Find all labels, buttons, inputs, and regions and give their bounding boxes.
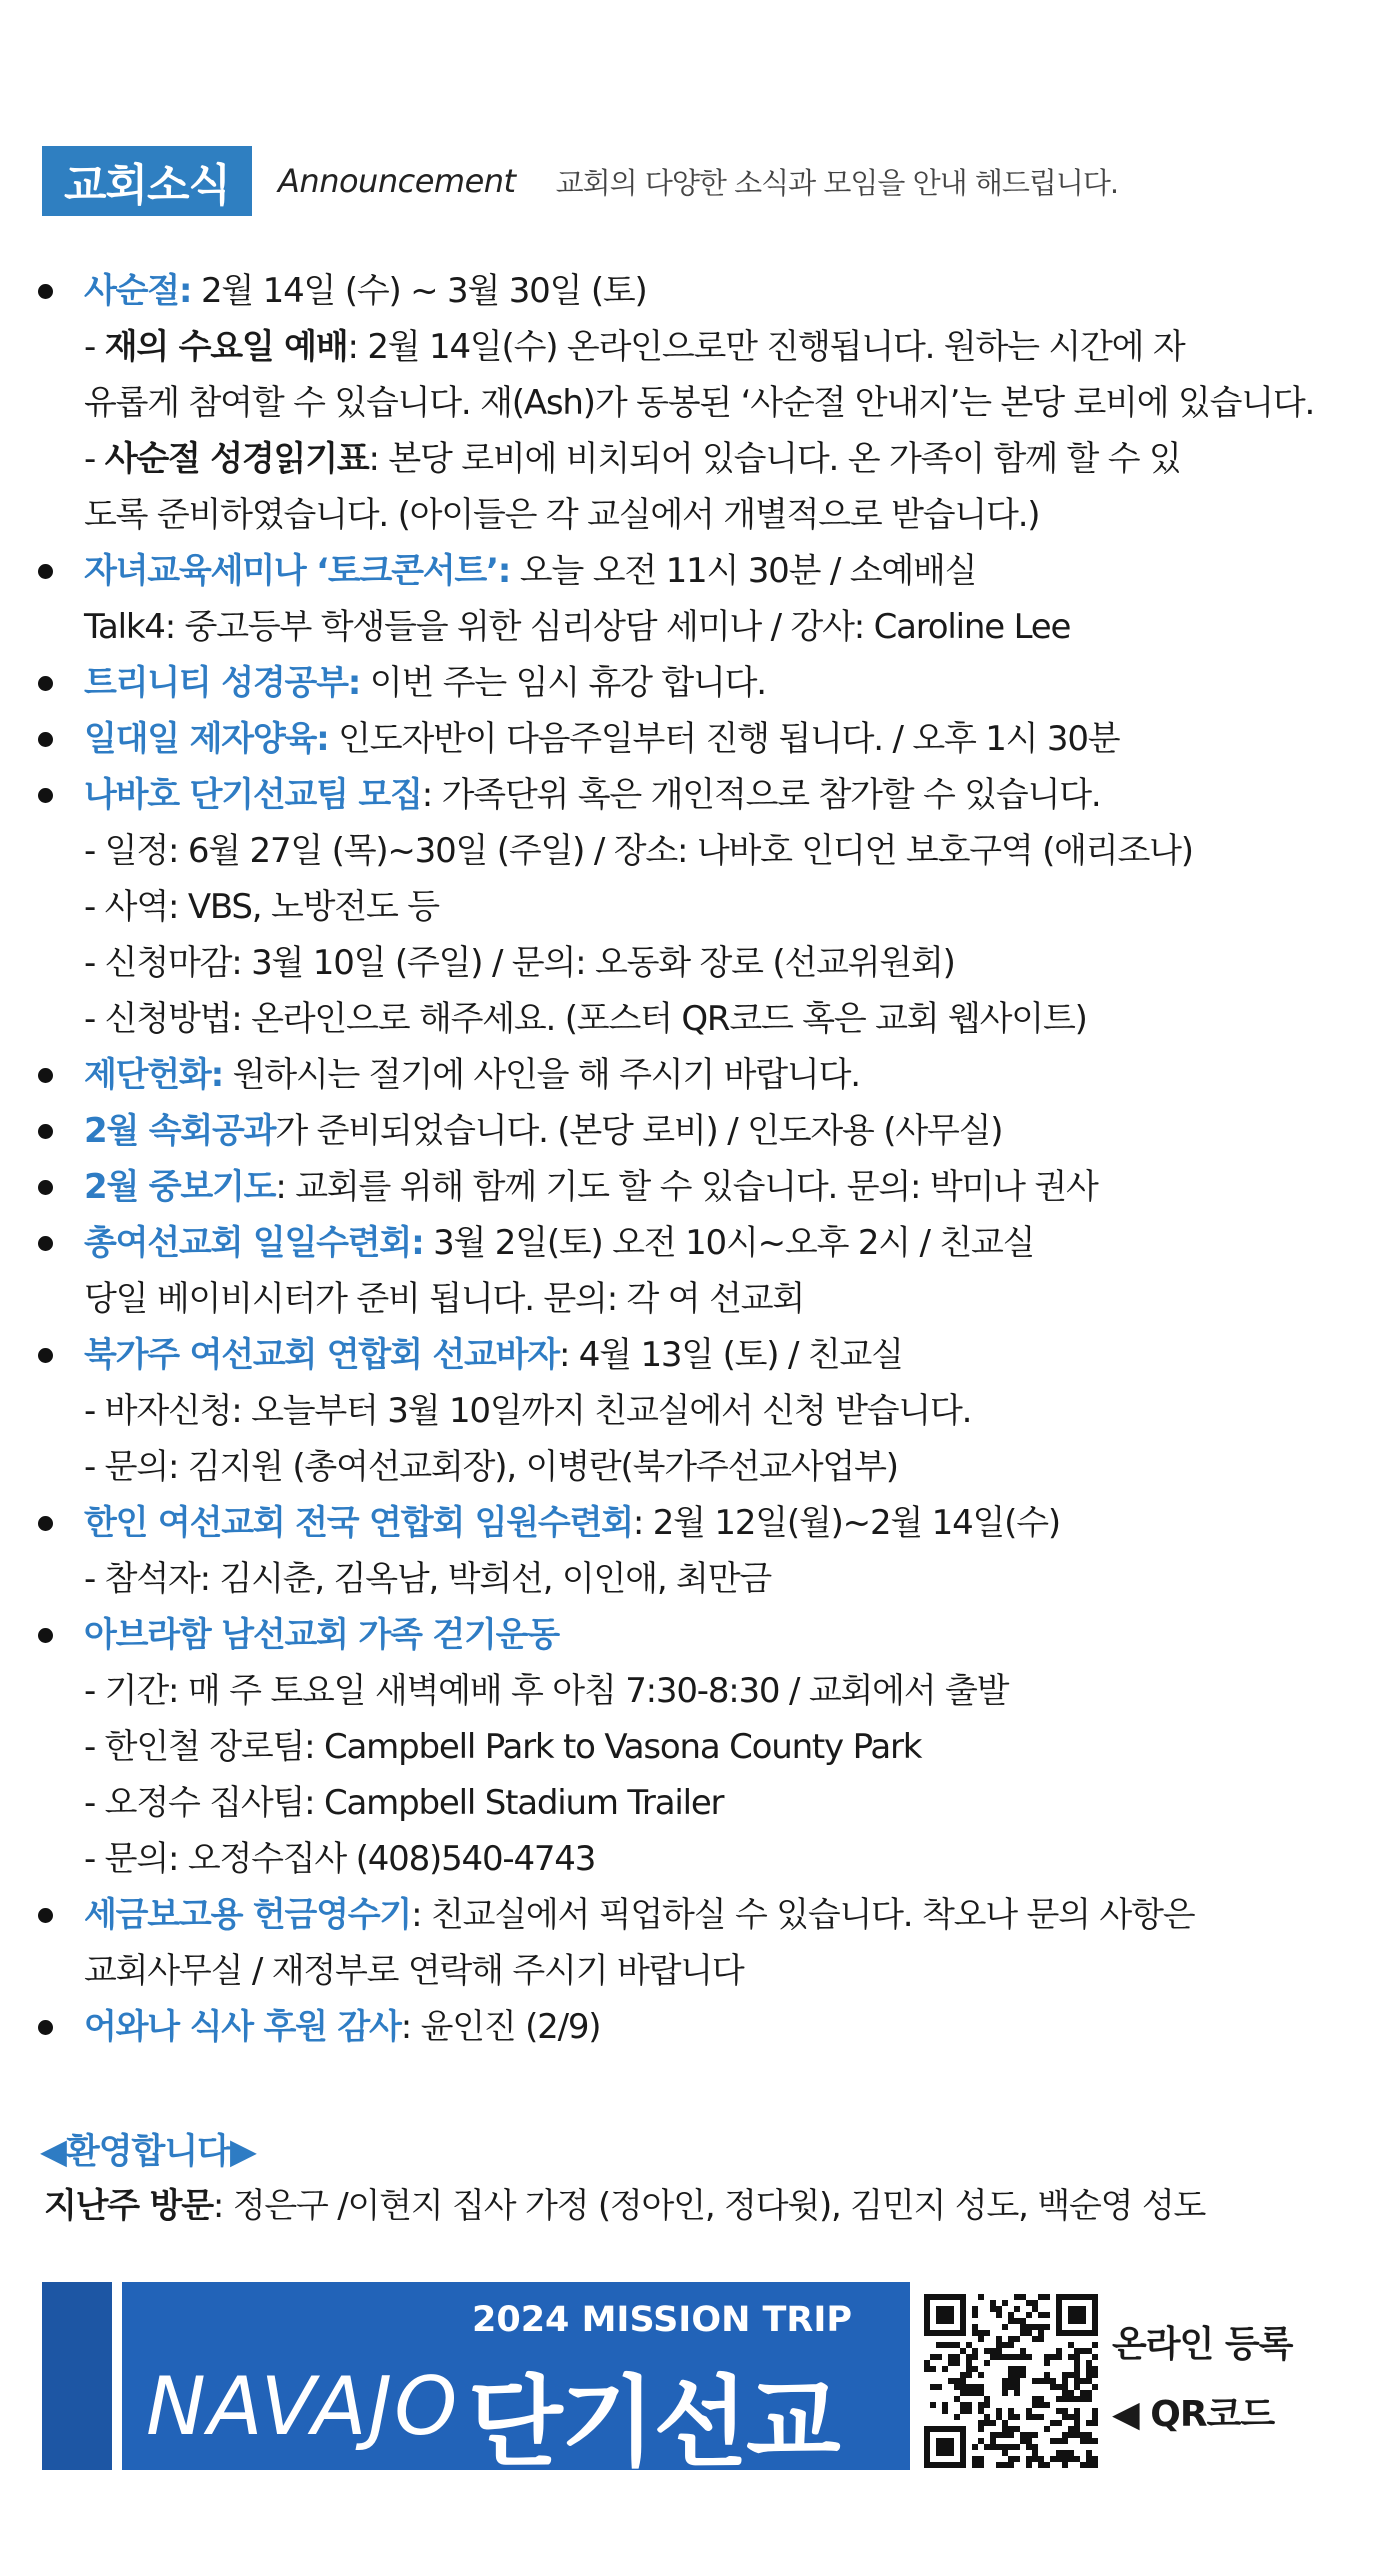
announcement-item [0, 263, 1380, 543]
announcement-bold: 재의 수요일 예배 [104, 327, 348, 367]
announcement-line [84, 1607, 1340, 1663]
announcement-line [84, 431, 1340, 487]
announcement-line [84, 1663, 1340, 1719]
bullet-icon [38, 788, 53, 803]
announcement-item [0, 1999, 1380, 2055]
announcement-text: - 일정: 6월 27일 (목)~30일 (주일) / 장소: 나바호 인디언 보호구역 (애리조나) [84, 831, 1193, 871]
section-english-title: Announcement [278, 162, 516, 200]
announcement-text: : 교회를 위해 함께 기도 할 수 있습니다. 문의: 박미나 권사 [275, 1167, 1098, 1207]
announcement-text: : 가족단위 혹은 개인적으로 참가할 수 있습니다. [421, 775, 1101, 815]
banner-stripe-dark [42, 2282, 112, 2470]
announcement-heading: 2월 중보기도 [84, 1167, 276, 1207]
announcement-line [84, 319, 1340, 375]
announcement-line [84, 879, 1340, 935]
bullet-icon [38, 284, 53, 299]
announcement-line [84, 767, 1340, 823]
announcement-line [84, 263, 1340, 319]
bullet-icon [38, 1516, 53, 1531]
announcement-line [84, 711, 1340, 767]
announcement-text: - 기간: 매 주 토요일 새벽예배 후 아침 7:30-8:30 / 교회에서 출발 [84, 1671, 1009, 1711]
announcement-text: 유롭게 참여할 수 있습니다. 재(Ash)가 동봉된 ‘사순절 안내지’는 본당 로비에 있습니다. [84, 383, 1315, 423]
announcement-item [0, 767, 1380, 1047]
announcement-text: - 문의: 오정수집사 (408)540-4743 [84, 1839, 596, 1879]
announcement-heading: 일대일 제자양육: [84, 719, 329, 759]
announcement-heading: 자녀교육세미나 ‘토크콘서트’: [84, 551, 511, 591]
announcement-item [0, 1047, 1380, 1103]
announcement-line [84, 1159, 1340, 1215]
announcement-text: - 오정수 집사팀: Campbell Stadium Trailer [84, 1783, 724, 1823]
announcement-line [84, 1215, 1340, 1271]
announcement-line [84, 991, 1340, 1047]
announcement-item [0, 543, 1380, 655]
announcement-line [84, 1775, 1340, 1831]
announcement-text: 원하시는 절기에 사인을 해 주시기 바랍니다. [222, 1055, 860, 1095]
announcement-text: - 한인철 장로팀: Campbell Park to Vasona County Park [84, 1727, 922, 1767]
qr-label-register: 온라인 등록 [1112, 2324, 1293, 2365]
announcement-line [84, 1551, 1340, 1607]
qr-code-icon[interactable] [924, 2294, 1098, 2468]
bullet-icon [38, 1124, 53, 1139]
announcement-heading: 사순절: [84, 271, 192, 311]
announcement-text: - [84, 439, 105, 479]
announcement-line [84, 1327, 1340, 1383]
announcement-heading: 어와나 식사 후원 감사 [84, 2007, 401, 2047]
announcement-line [84, 1383, 1340, 1439]
announcement-heading: 한인 여선교회 전국 연합회 임원수련회 [84, 1503, 633, 1543]
announcement-text: - 사역: VBS, 노방전도 등 [84, 887, 439, 927]
announcement-heading: 트리니티 성경공부: [84, 663, 361, 703]
announcement-text: 오늘 오전 11시 30분 / 소예배실 [510, 551, 977, 591]
announcement-item [0, 1887, 1380, 1999]
announcement-heading: 세금보고용 헌금영수기 [84, 1895, 412, 1935]
announcement-text: - 참석자: 김시춘, 김옥남, 박희선, 이인애, 최만금 [84, 1559, 771, 1599]
announcement-item [0, 1607, 1380, 1887]
announcement-text: 2월 14일 (수) ~ 3월 30일 (토) [191, 271, 647, 311]
announcement-text: : 친교실에서 픽업하실 수 있습니다. 착오나 문의 사항은 [411, 1895, 1195, 1935]
announcement-line [84, 1495, 1340, 1551]
announcement-line [84, 487, 1340, 543]
bullet-icon [38, 1628, 53, 1643]
announcement-text: : 윤인진 (2/9) [400, 2007, 601, 2047]
bullet-icon [38, 1236, 53, 1251]
announcement-item [0, 1215, 1380, 1327]
announcement-text: : 4월 13일 (토) / 친교실 [558, 1335, 903, 1375]
mission-trip-banner[interactable] [42, 2282, 910, 2470]
announcement-text: 인도자반이 다음주일부터 진행 됩니다. / 오후 1시 30분 [328, 719, 1120, 759]
announcement-line [84, 1719, 1340, 1775]
visitors-label: 지난주 방문 [44, 2186, 213, 2226]
bullet-icon [38, 732, 53, 747]
announcement-text: - 바자신청: 오늘부터 3월 10일까지 친교실에서 신청 받습니다. [84, 1391, 972, 1431]
announcement-text: : 2월 12일(월)~2월 14일(수) [632, 1503, 1060, 1543]
announcement-bold: 사순절 성경읽기표 [104, 439, 369, 479]
section-badge: 교회소식 [42, 146, 252, 216]
bullet-icon [38, 564, 53, 579]
section-header [42, 146, 1118, 216]
announcement-line [84, 1943, 1340, 1999]
bullet-icon [38, 1908, 53, 1923]
announcement-line [84, 1887, 1340, 1943]
announcement-line [84, 1831, 1340, 1887]
announcement-line [84, 1103, 1340, 1159]
announcement-list [0, 263, 1380, 2055]
banner-year-line: 2024 MISSION TRIP [472, 2300, 853, 2340]
announcement-line [84, 599, 1340, 655]
announcement-line [84, 935, 1340, 991]
announcement-line [84, 823, 1340, 879]
announcement-text: 가 준비되었습니다. (본당 로비) / 인도자용 (사무실) [275, 1111, 1003, 1151]
announcement-item [0, 1103, 1380, 1159]
bullet-icon [38, 1180, 53, 1195]
announcement-heading: 나바호 단기선교팀 모집 [84, 775, 422, 815]
announcement-heading: 아브라함 남선교회 가족 걷기운동 [84, 1615, 559, 1655]
announcement-line [84, 375, 1340, 431]
banner-navajo: NAVAJO [146, 2360, 460, 2453]
announcement-heading: 총여선교회 일일수련회: [84, 1223, 424, 1263]
announcement-item [0, 711, 1380, 767]
announcement-item [0, 1495, 1380, 1607]
welcome-title: ◀환영합니다▶ [40, 2132, 256, 2172]
announcement-text: 이번 주는 임시 휴강 합니다. [360, 663, 766, 703]
announcement-item [0, 1327, 1380, 1495]
announcement-heading: 북가주 여선교회 연합회 선교바자 [84, 1335, 559, 1375]
bullet-icon [38, 2020, 53, 2035]
qr-label-code: ◀ QR코드 [1112, 2394, 1275, 2435]
announcement-line [84, 655, 1340, 711]
announcement-line [84, 543, 1340, 599]
visitors-names: : 정은구 /이현지 집사 가정 (정아인, 정다윗), 김민지 성도, 백순영 성도 [212, 2186, 1206, 2226]
announcement-heading: 제단헌화: [84, 1055, 223, 1095]
announcement-line [84, 1271, 1340, 1327]
announcement-text: 3월 2일(토) 오전 10시~오후 2시 / 친교실 [423, 1223, 1035, 1263]
announcement-item [0, 1159, 1380, 1215]
visitors-line [44, 2178, 1205, 2227]
announcement-text: 교회사무실 / 재정부로 연락해 주시기 바랍니다 [84, 1951, 744, 1991]
announcement-text: 당일 베이비시터가 준비 됩니다. 문의: 각 여 선교회 [84, 1279, 804, 1319]
announcement-text: : 본당 로비에 비치되어 있습니다. 온 가족이 함께 할 수 있 [368, 439, 1181, 479]
announcement-heading: 2월 속회공과 [84, 1111, 276, 1151]
bullet-icon [38, 676, 53, 691]
announcement-text: 도록 준비하였습니다. (아이들은 각 교실에서 개별적으로 받습니다.) [84, 495, 1040, 535]
banner-stripe [112, 2282, 122, 2470]
announcement-text: : 2월 14일(수) 온라인으로만 진행됩니다. 원하는 시간에 자 [347, 327, 1185, 367]
announcement-line [84, 1439, 1340, 1495]
announcement-line [84, 1047, 1340, 1103]
bullet-icon [38, 1068, 53, 1083]
announcement-text: - 문의: 김지원 (총여선교회장), 이병란(북가주선교사업부) [84, 1447, 898, 1487]
announcement-item [0, 655, 1380, 711]
bullet-icon [38, 1348, 53, 1363]
announcement-text: - 신청마감: 3월 10일 (주일) / 문의: 오동화 장로 (선교위원회) [84, 943, 955, 983]
announcement-text: - 신청방법: 온라인으로 해주세요. (포스터 QR코드 혹은 교회 웹사이트) [84, 999, 1087, 1039]
announcement-text: Talk4: 중고등부 학생들을 위한 심리상담 세미나 / 강사: Caroline Lee [84, 607, 1071, 647]
banner-korean-title: 단기선교 [468, 2366, 839, 2470]
section-description: 교회의 다양한 소식과 모임을 안내 해드립니다. [555, 165, 1119, 200]
announcement-line [84, 1999, 1340, 2055]
announcement-text: - [84, 327, 105, 367]
